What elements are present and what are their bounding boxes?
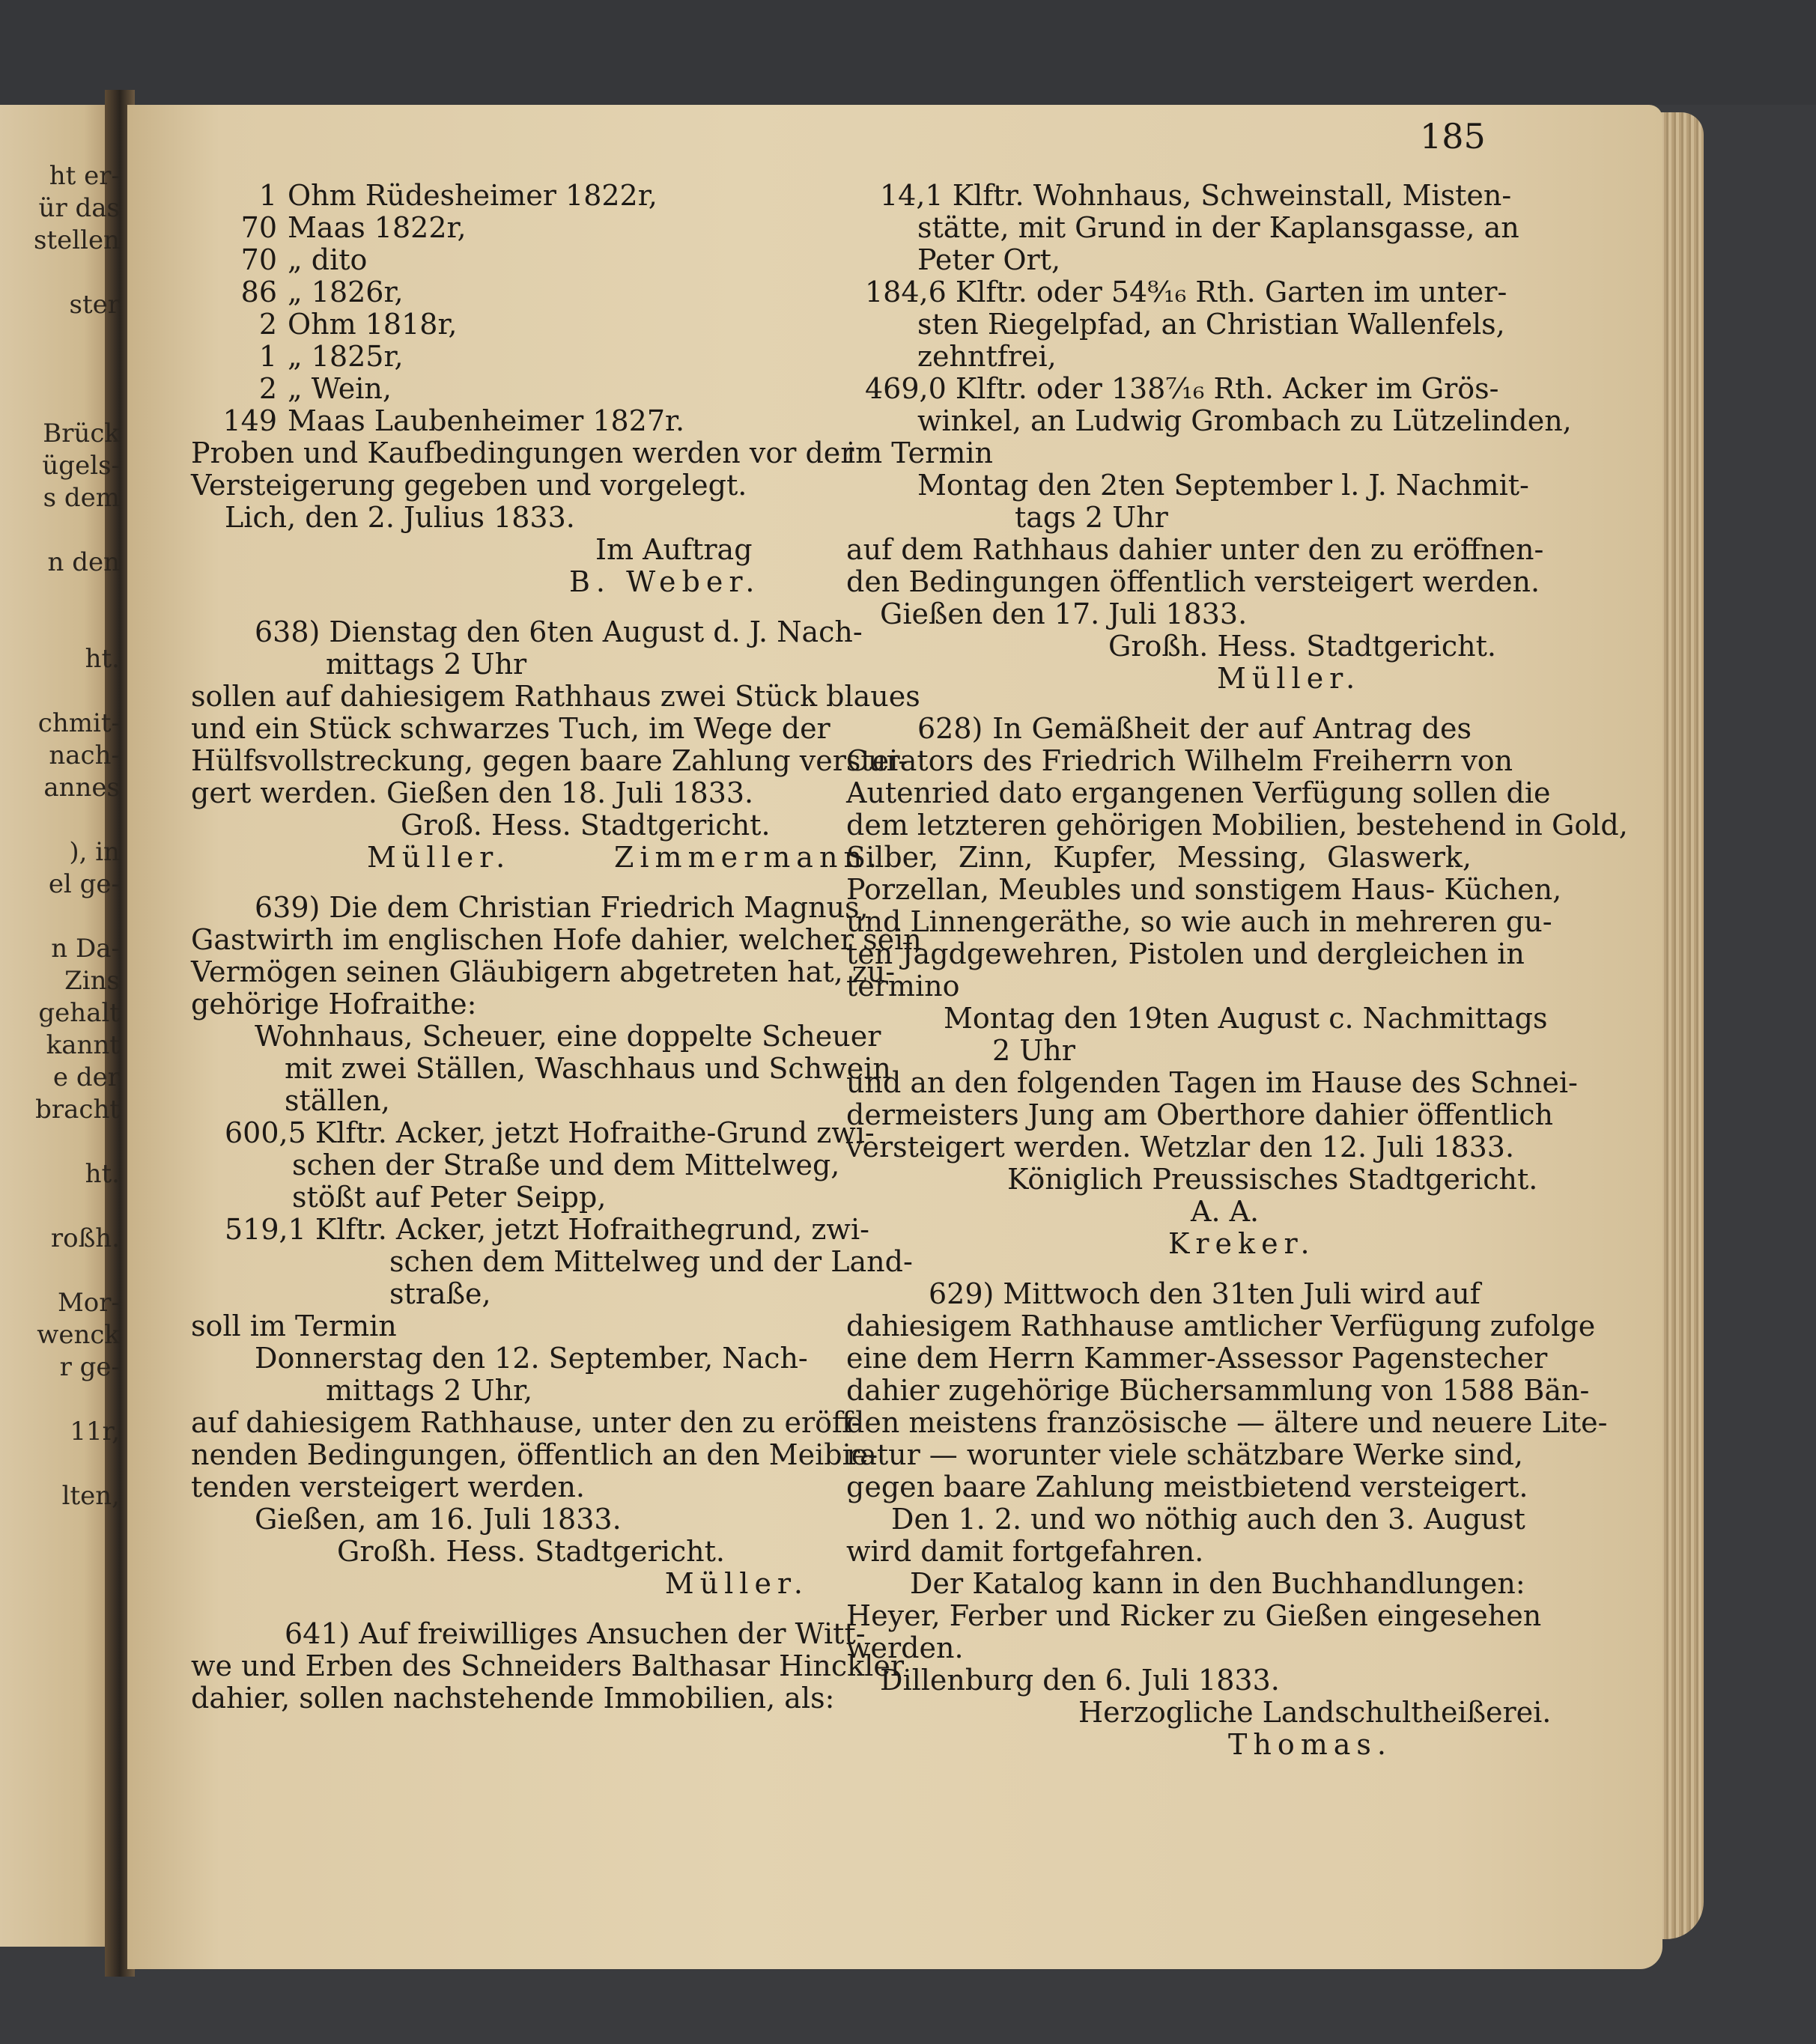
prev-page-fragment: ügels- — [42, 451, 120, 481]
text-line: Gastwirth im englischen Hofe dahier, welcher sein — [191, 923, 922, 956]
prev-page-fragment: ür das — [38, 193, 120, 223]
wine-quantity: 86 — [240, 276, 277, 308]
office-name: Herzogliche Landschultheißerei. — [1078, 1696, 1552, 1729]
prev-page-fragment: kannt — [46, 1030, 120, 1060]
text-line: we und Erben des Schneiders Balthasar Hinckler — [191, 1649, 904, 1682]
wine-description: „ dito — [288, 243, 368, 276]
text-line: mit zwei Ställen, Waschhaus und Schwein — [285, 1052, 891, 1085]
text-line: 629) Mittwoch den 31ten Juli wird auf — [929, 1277, 1481, 1310]
text-line: auf dem Rathhaus dahier unter den zu eröffnen- — [846, 533, 1544, 566]
text-line: dahier, sollen nachstehende Immobilien, als: — [191, 1682, 835, 1715]
text-line: eine dem Herrn Kammer-Assessor Pagenstecher — [846, 1342, 1548, 1375]
prev-page-fragment: Mor- — [57, 1288, 120, 1318]
page-number: 185 — [1420, 116, 1486, 156]
wine-description: Maas Laubenheimer 1827r. — [288, 404, 685, 437]
notice-629-catalog — [846, 1567, 1542, 1664]
prev-page-fragment: wenck — [37, 1320, 120, 1350]
text-line: auf dahiesigem Rathhause, unter den zu eröff- — [191, 1406, 861, 1439]
place-date: Gießen den 17. Juli 1833. — [880, 597, 1248, 630]
text-line: Silber, Zinn, Kupfer, Messing, Glaswerk, — [846, 841, 1472, 874]
text-line: 14,1 Klftr. Wohnhaus, Schweinstall, Misten- — [880, 179, 1512, 212]
wine-description: Maas 1822r, — [288, 211, 467, 244]
court-name: Großh. Hess. Stadtgericht. — [1108, 630, 1496, 663]
text-line: mittags 2 Uhr, — [326, 1374, 533, 1407]
text-line: dermeisters Jung am Oberthore dahier öffentlich — [846, 1098, 1554, 1131]
place-date: Gießen, am 16. Juli 1833. — [255, 1503, 622, 1536]
wine-row — [191, 244, 816, 276]
text-line: Hülfsvollstreckung, gegen baare Zahlung verstei- — [191, 744, 908, 777]
prev-page-fragment: n Da- — [51, 934, 120, 964]
prev-page-fragment: Brück — [43, 419, 120, 448]
text-line: dahier zugehörige Büchersammlung von 1588 Bän- — [846, 1374, 1590, 1407]
notice-628 — [846, 712, 1628, 1003]
text-line: 2 Uhr — [992, 1034, 1075, 1067]
text-line: 628) In Gemäßheit der auf Antrag des — [917, 712, 1472, 745]
text-line: Porzellan, Meubles und sonstigem Haus- Küchen, — [846, 873, 1562, 906]
text-line: Donnerstag den 12. September, Nach- — [255, 1342, 808, 1375]
text-line: Vermögen seinen Gläubigern abgetreten hat, zu- — [191, 955, 896, 988]
wine-description: Ohm 1818r, — [288, 308, 458, 341]
text-line: Wohnhaus, Scheuer, eine doppelte Scheuer — [255, 1020, 881, 1053]
prev-page-fragment: e der — [52, 1062, 120, 1092]
wine-quantity: 2 — [258, 372, 277, 405]
wine-row — [191, 308, 816, 341]
text-line: gehörige Hofraithe: — [191, 988, 477, 1021]
text-line: werden. — [846, 1631, 964, 1664]
prev-page-fragment: stellen — [34, 225, 120, 255]
text-line: 600,5 Klftr. Acker, jetzt Hofraithe-Grund zwi- — [225, 1116, 875, 1149]
signature-thomas: Thomas. — [1228, 1728, 1392, 1761]
notice-639-parcel-1 — [191, 1116, 875, 1214]
prev-page-fragment: Zins — [64, 966, 120, 996]
prev-page-fragment: ht er- — [49, 161, 120, 191]
text-line: 184,6 Klftr. oder 54⁸⁄₁₆ Rth. Garten im unter- — [865, 276, 1507, 308]
prev-page-fragment: gehalt — [38, 998, 120, 1028]
prev-page-fragment: r ge- — [59, 1352, 120, 1382]
text-line: tenden versteigert werden. — [191, 1470, 586, 1503]
text-line: 519,1 Klftr. Acker, jetzt Hofraithegrund, zwi- — [225, 1213, 869, 1246]
wine-row — [191, 276, 816, 308]
signature-weber: B. Weber. — [569, 565, 761, 598]
wine-list — [191, 180, 816, 437]
text-line: 469,0 Klftr. oder 138⁷⁄₁₆ Rth. Acker im Grös- — [865, 372, 1499, 405]
text-line: ten Jagdgewehren, Pistolen und dergleichen in — [846, 937, 1525, 970]
initials: A. A. — [1191, 1195, 1260, 1228]
text-line: wird damit fortgefahren. — [846, 1535, 1204, 1568]
text-line: soll im Termin — [191, 1310, 397, 1342]
signature-mueller: Müller. — [1217, 662, 1361, 695]
text-line: schen der Straße und dem Mittelweg, — [292, 1149, 840, 1181]
text-line: Curators des Friedrich Wilhelm Freiherrn von — [846, 744, 1513, 777]
prev-page-fragment: s dem — [43, 483, 120, 513]
wine-quantity: 2 — [258, 308, 277, 341]
prev-page-fragment: ht. — [85, 644, 120, 674]
wine-row — [191, 180, 816, 212]
prev-page-fragment: ), in — [69, 837, 120, 867]
text-line: Peter Ort, — [917, 243, 1061, 276]
prev-page-fragment: n den — [47, 547, 120, 577]
prev-page-fragment: ht. — [85, 1159, 120, 1189]
text-line: und ein Stück schwarzes Tuch, im Wege der — [191, 712, 830, 745]
im-auftrag: Im Auftrag — [595, 533, 753, 566]
notice-629 — [846, 1277, 1608, 1503]
notice-639-parcel-2 — [191, 1213, 913, 1310]
wine-quantity: 149 — [222, 404, 277, 437]
signature-zimmermann: Zimmermann. — [614, 841, 883, 874]
signature-mueller: Müller. — [664, 1567, 809, 1600]
signatures-638 — [191, 841, 883, 874]
wine-row — [191, 341, 816, 373]
wine-quantity: 70 — [240, 243, 277, 276]
text-line: 641) Auf freiwilliges Ansuchen der Witt- — [285, 1617, 866, 1650]
background-top — [0, 0, 1816, 105]
prev-page-fragment: 11r, — [70, 1417, 120, 1447]
prev-page-fragment: nach- — [49, 740, 120, 770]
text-line: Autenried dato ergangenen Verfügung sollen die — [846, 776, 1551, 809]
text-line: Montag den 19ten August c. Nachmittags — [944, 1002, 1548, 1035]
text-line: dem letzteren gehörigen Mobilien, bestehend in Gold, — [846, 809, 1628, 842]
court-name: Königlich Preussisches Stadtgericht. — [1007, 1163, 1538, 1196]
text-line: Montag den 2ten September l. J. Nachmit- — [917, 469, 1529, 502]
text-line: ratur — worunter viele schätzbare Werke sind, — [846, 1438, 1523, 1471]
prev-page-fragment: bracht — [35, 1095, 120, 1125]
text-line: und an den folgenden Tagen im Hause des Schnei- — [846, 1066, 1578, 1099]
notice-641 — [191, 1617, 904, 1715]
text-line: stätte, mit Grund in der Kaplansgasse, an — [917, 211, 1519, 244]
text-line: tags 2 Uhr — [1015, 501, 1168, 534]
notice-629-continued — [846, 1503, 1525, 1568]
text-line: sten Riegelpfad, an Christian Wallenfels, — [917, 308, 1505, 341]
text-line: nenden Bedingungen, öffentlich an den Meibie- — [191, 1438, 878, 1471]
text-line: den Bedingungen öffentlich versteigert werden. — [846, 565, 1540, 598]
prev-page-fragment: ster — [69, 290, 120, 320]
text-line: 638) Dienstag den 6ten August d. J. Nach- — [255, 615, 863, 648]
wine-row — [191, 405, 816, 437]
wine-description: „ 1826r, — [288, 276, 404, 308]
notice-639-items — [191, 1020, 891, 1117]
text-line: schen dem Mittelweg und der Land- — [389, 1245, 913, 1278]
text-line: dahiesigem Rathhause amtlicher Verfügung zufolge — [846, 1310, 1596, 1342]
text-line: Der Katalog kann in den Buchhandlungen: — [910, 1567, 1525, 1600]
wine-row — [191, 373, 816, 405]
text-line: sollen auf dahiesigem Rathhaus zwei Stück blaues — [191, 680, 920, 713]
text-line: im Termin — [846, 437, 993, 469]
wine-description: „ Wein, — [288, 372, 392, 405]
text-line: straße, — [389, 1277, 491, 1310]
place-date: Lich, den 2. Julius 1833. — [225, 501, 575, 534]
text-line: winkel, an Ludwig Grombach zu Lützelinden, — [917, 404, 1572, 437]
prev-page-fragment: el ge- — [48, 869, 120, 899]
parcel-2 — [846, 276, 1507, 373]
text-line: Proben und Kaufbedingungen werden vor der — [191, 437, 854, 469]
place-date: Dillenburg den 6. Juli 1833. — [880, 1664, 1280, 1697]
signature-kreker: Kreker. — [1168, 1227, 1316, 1260]
text-line: gert werden. Gießen den 18. Juli 1833. — [191, 776, 754, 809]
parcel-3 — [846, 372, 1572, 437]
signature-mueller: Müller. — [367, 841, 511, 874]
notice-639-rest — [191, 1406, 878, 1503]
wine-quantity: 1 — [258, 179, 277, 212]
notice-628-rest — [846, 1066, 1578, 1164]
text-line: Heyer, Ferber und Ricker zu Gießen eingesehen — [846, 1599, 1542, 1632]
text-line: Versteigerung gegeben und vorgelegt. — [191, 469, 747, 502]
prev-page-fragment: annes — [43, 773, 120, 803]
wine-quantity: 70 — [240, 211, 277, 244]
text-line: zehntfrei, — [917, 340, 1057, 373]
wine-quantity: 1 — [258, 340, 277, 373]
text-line: den meistens französische — ältere und neuere Lite- — [846, 1406, 1608, 1439]
text-line: gegen baare Zahlung meistbietend versteigert. — [846, 1470, 1528, 1503]
prev-page-fragment: chmit- — [37, 708, 120, 738]
text-line: mittags 2 Uhr — [326, 648, 527, 681]
right-column — [846, 179, 1628, 1761]
notice-638 — [191, 615, 920, 809]
wine-description: „ 1825r, — [288, 340, 404, 373]
text-line: ställen, — [285, 1084, 390, 1117]
text-line: 639) Die dem Christian Friedrich Magnus, — [255, 891, 869, 924]
wine-description: Ohm Rüdesheimer 1822r, — [288, 179, 658, 212]
prev-page-fragment: lten, — [61, 1481, 120, 1511]
text-line: und Linnengeräthe, so wie auch in mehreren gu- — [846, 905, 1552, 938]
court-name: Groß. Hess. Stadtgericht. — [401, 809, 771, 842]
court-name: Großh. Hess. Stadtgericht. — [337, 1535, 725, 1568]
prev-page-fragment: roßh. — [50, 1223, 120, 1253]
text-line: Den 1. 2. und wo nöthig auch den 3. August — [891, 1503, 1525, 1536]
text-line: termino — [846, 970, 960, 1003]
text-line: stößt auf Peter Seipp, — [292, 1181, 607, 1214]
text-line: versteigert werden. Wetzlar den 12. Juli 1833. — [846, 1131, 1515, 1164]
wine-row — [191, 212, 816, 244]
parcel-1 — [846, 179, 1519, 276]
